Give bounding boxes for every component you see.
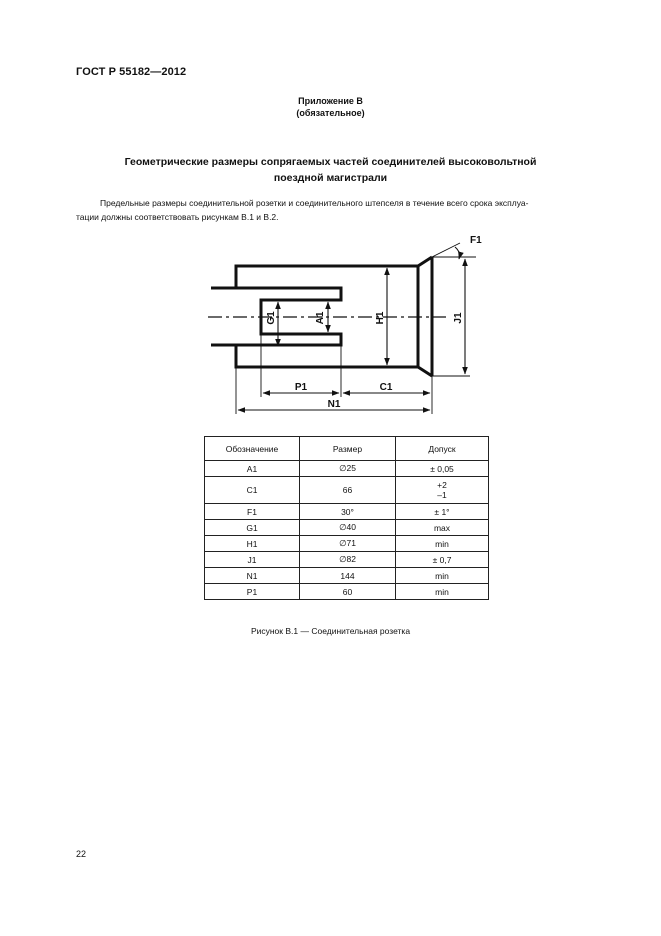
label-c1: C1 — [379, 382, 393, 393]
cell-tolerance: min — [396, 584, 489, 600]
label-n1: N1 — [327, 399, 341, 410]
label-j1: J1 — [453, 312, 464, 324]
cell-size: 30° — [300, 504, 396, 520]
cell-designation: A1 — [205, 461, 300, 477]
header-tolerance: Допуск — [396, 437, 489, 461]
cell-tolerance: min — [396, 568, 489, 584]
cell-tolerance: ± 1° — [396, 504, 489, 520]
cell-size: 60 — [300, 584, 396, 600]
table-header-row — [205, 437, 489, 461]
cell-tolerance: max — [396, 520, 489, 536]
cell-size: ∅40 — [300, 520, 396, 536]
cell-tolerance: ± 0,05 — [396, 461, 489, 477]
figure-caption: Рисунок В.1 — Соединительная розетка — [250, 626, 411, 636]
cell-tolerance: ± 0,7 — [396, 552, 489, 568]
section-title-line1: Геометрические размеры сопрягаемых частей соединителей высоковольтной — [124, 156, 537, 168]
cell-designation: H1 — [205, 536, 300, 552]
label-p1: P1 — [294, 382, 308, 393]
document-code: ГОСТ Р 55182—2012 — [76, 66, 187, 78]
cell-designation: J1 — [205, 552, 300, 568]
cell-size: ∅82 — [300, 552, 396, 568]
table-row — [205, 477, 489, 504]
label-f1: F1 — [470, 235, 482, 246]
cell-designation: N1 — [205, 568, 300, 584]
table-row — [205, 461, 489, 477]
page-number: 22 — [76, 849, 87, 859]
connector-socket-drawing — [0, 0, 661, 430]
tolerance-upper: +2 — [437, 480, 447, 490]
table-row — [205, 504, 489, 520]
table-row — [205, 568, 489, 584]
table-row — [205, 520, 489, 536]
cell-tolerance: min — [396, 536, 489, 552]
cell-size: 144 — [300, 568, 396, 584]
label-g1: G1 — [266, 311, 277, 325]
cell-tolerance — [396, 477, 489, 504]
section-title-line2: поездной магистрали — [273, 172, 388, 184]
tolerance-lower: –1 — [437, 490, 447, 500]
header-designation: Обозначение — [205, 437, 300, 461]
paragraph-line2: тации должны соответствовать рисункам В.1 и В.2. — [76, 212, 279, 222]
cell-designation: C1 — [205, 477, 300, 504]
dimensions-table — [204, 436, 489, 600]
cell-size: ∅25 — [300, 461, 396, 477]
cell-designation: G1 — [205, 520, 300, 536]
cell-size: ∅71 — [300, 536, 396, 552]
cell-designation: F1 — [205, 504, 300, 520]
appendix-title: Приложение В — [298, 96, 363, 106]
extension-lines — [236, 243, 476, 414]
cell-size: 66 — [300, 477, 396, 504]
label-h1: H1 — [375, 311, 386, 325]
header-size: Размер — [300, 437, 396, 461]
paragraph-line1: Предельные размеры соединительной розетки и соединительного штепселя в течение всего срока эксплуа- — [100, 198, 529, 208]
appendix-status: (обязательное) — [296, 108, 365, 118]
table-row — [205, 536, 489, 552]
label-a1: A1 — [315, 311, 326, 325]
table-row — [205, 584, 489, 600]
table-row — [205, 552, 489, 568]
cell-designation: P1 — [205, 584, 300, 600]
